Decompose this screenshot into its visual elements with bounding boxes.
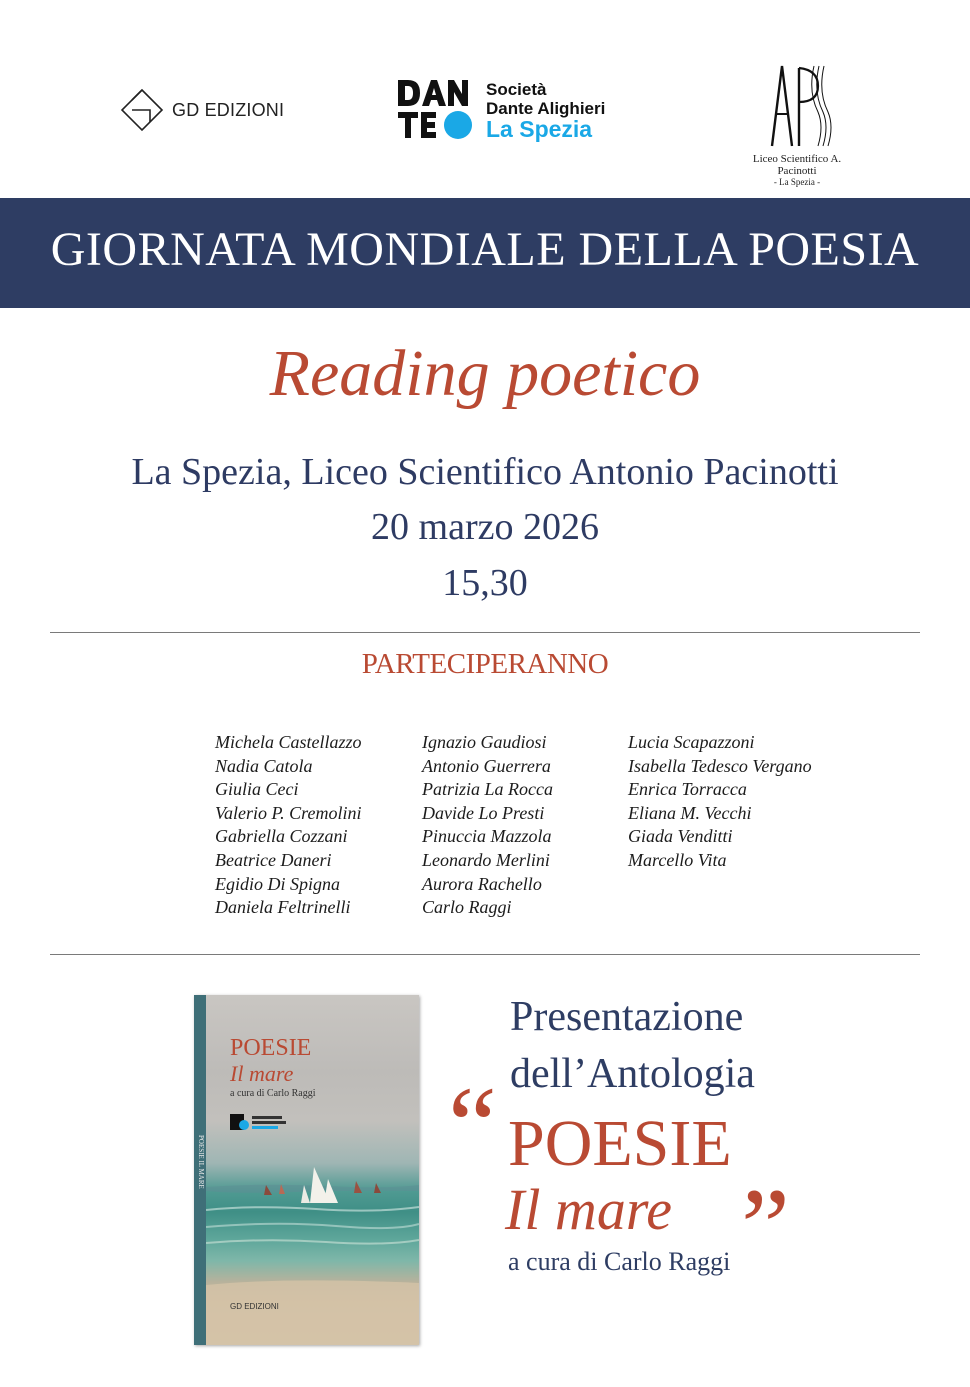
gd-logo-text: GD EDIZIONI — [172, 99, 285, 120]
participants-column-1 — [215, 731, 362, 920]
anthology-title: POESIE — [508, 1107, 732, 1180]
ap-caption-school: Liceo Scientifico A. Pacinotti — [752, 153, 842, 177]
participants-column-3 — [628, 731, 812, 873]
title-banner — [0, 198, 970, 308]
participant-name: Eliana M. Vecchi — [628, 802, 752, 823]
participants-column-2 — [422, 731, 553, 920]
cover-curator: a cura di Carlo Raggi — [230, 1088, 316, 1099]
participant-name: Ignazio Gaudiosi — [422, 732, 547, 752]
participant-name: Michela Castellazzo — [215, 732, 362, 752]
liceo-pacinotti-logo — [732, 62, 862, 187]
banner-title: GIORNATA MONDIALE DELLA POESIA — [50, 223, 920, 276]
participant-name: Davide Lo Presti — [422, 802, 545, 823]
gd-diamond-icon — [120, 88, 164, 132]
close-quote: ” — [741, 1166, 790, 1288]
participant-name: Beatrice Daneri — [215, 849, 332, 870]
dante-line-city: La Spezia — [486, 115, 593, 142]
cover-publisher: GD EDIZIONI — [230, 1302, 279, 1311]
participant-name: Carlo Raggi — [422, 897, 512, 918]
participant-name: Giada Venditti — [628, 826, 733, 847]
participant-name: Leonardo Merlini — [422, 849, 550, 870]
participant-name: Enrica Torracca — [628, 779, 747, 800]
dante-line-societa: Società — [486, 79, 547, 99]
divider-top — [50, 632, 920, 633]
ap-monogram-icon — [752, 62, 842, 148]
participant-name: Valerio P. Cremolini — [215, 802, 362, 823]
anthology-subtitle: Il mare — [505, 1177, 672, 1242]
presentation-line-2: dell’Antologia — [510, 1051, 755, 1097]
participants-heading: PARTECIPERANNO — [361, 648, 609, 680]
cover-dante-logo-icon — [230, 1113, 290, 1131]
gd-edizioni-logo — [120, 88, 284, 132]
participant-name: Aurora Rachello — [422, 873, 542, 894]
event-venue: La Spezia, Liceo Scientifico Antonio Pacinotti — [131, 451, 839, 493]
presentation-line-1: Presentazione — [510, 994, 744, 1040]
event-date: 20 marzo 2026 — [371, 506, 599, 548]
event-time: 15,30 — [442, 562, 528, 604]
anthology-curator: a cura di Carlo Raggi — [508, 1247, 731, 1276]
dante-alighieri-logo — [398, 78, 605, 140]
dante-line-name: Dante Alighieri — [486, 98, 606, 118]
participant-name: Antonio Guerrera — [422, 755, 551, 776]
cover-spine-text: POESIE IL MARE — [197, 1135, 205, 1189]
ap-caption-city: - La Spezia - — [773, 177, 821, 187]
participant-name: Giulia Ceci — [215, 779, 299, 800]
participant-name: Pinuccia Mazzola — [422, 826, 552, 847]
cover-subtitle: Il mare — [230, 1061, 294, 1086]
book-cover — [194, 995, 419, 1345]
participant-name: Gabriella Cozzani — [215, 826, 348, 847]
participant-name: Lucia Scapazzoni — [628, 732, 755, 752]
event-subtitle: Reading poetico — [269, 337, 701, 410]
cover-title: POESIE — [230, 1035, 312, 1061]
open-quote: “ — [448, 1064, 497, 1186]
participant-name: Daniela Feltrinelli — [215, 897, 351, 918]
participant-name: Isabella Tedesco Vergano — [628, 755, 812, 776]
participant-name: Patrizia La Rocca — [422, 779, 553, 800]
dante-wordmark-icon — [398, 78, 476, 140]
participant-name: Marcello Vita — [628, 849, 727, 870]
participant-name: Egidio Di Spigna — [215, 873, 340, 894]
divider-bottom — [50, 954, 920, 955]
participant-name: Nadia Catola — [215, 755, 313, 776]
